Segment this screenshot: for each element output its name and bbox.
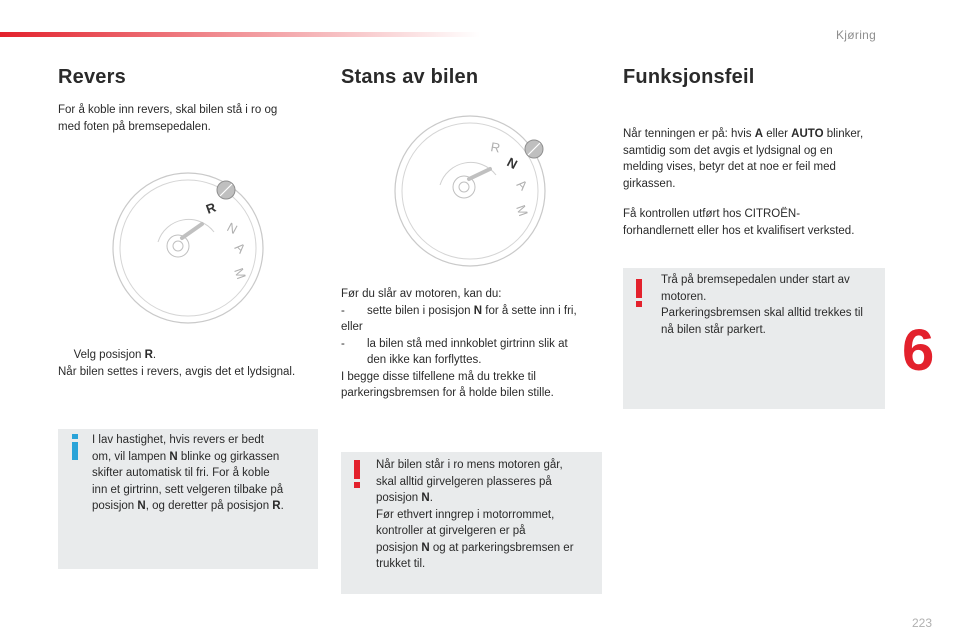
- selector-letter-a: A: [513, 176, 531, 194]
- revers-title: Revers: [58, 66, 126, 88]
- info-note-text: I lav hastighet, hvis revers er bedt om, vil lampen N blinke og girkassen skifter automatisk til fri. For å koble inn et girtrinn, sett velgeren tilbake på posisjon N, og deretter på posisjon R.: [92, 434, 284, 512]
- page-number: 223: [912, 616, 933, 630]
- stans-instructions: Før du slår av motoren, kan du: - sette bilen i posisjon N for å sette inn i fri, eller - la bilen stå med innkoblet girtrinn slik at den ikke kan forflyttes. I begge disse tilfellene må du trekke til parkeringsbremsen for å holde bilen stille.: [341, 288, 577, 399]
- selector-letter-n: N: [504, 154, 520, 173]
- funksjonsfeil-text: Når tenningen er på: hvis A eller AUTO blinker, samtidig som det avgis et lydsignal og en melding vises, betyr det at noe er feil med girkassen. Få kontrollen utført hos CITROËN- forhandlernett eller hos et kvalifisert verksted.: [623, 128, 864, 237]
- warning-note-text-funksjonsfeil: Trå på bremsepedalen under start av motoren. Parkeringsbremsen skal alltid trekkes til nå bilen står parkert.: [661, 274, 863, 336]
- chapter-number: 6: [902, 318, 935, 383]
- warning-icon: [352, 460, 362, 488]
- stans-title: Stans av bilen: [341, 66, 479, 88]
- funksjonsfeil-title: Funksjonsfeil: [623, 66, 755, 88]
- selector-letter-m: M: [231, 265, 249, 282]
- header-accent-bar: [0, 32, 480, 37]
- section-name: Kjøring: [836, 28, 877, 42]
- warning-note-text-stans: Når bilen står i ro mens motoren går, skal alltid girvelgeren plasseres på posisjon N. Før ethvert inngrep i motorrommet, kontroller at girvelgeren er på posisjon N og at parkeringsbremsen er trukket til.: [376, 459, 574, 570]
- info-icon: [70, 434, 80, 460]
- selector-letter-a: A: [231, 239, 249, 257]
- revers-step: Velg posisjon R. Når bilen settes i revers, avgis det et lydsignal.: [58, 349, 296, 378]
- gear-selector-n-illustration: [392, 113, 548, 269]
- gear-selector-r-illustration: [110, 170, 266, 326]
- selector-letter-r: R: [489, 139, 502, 156]
- selector-letter-r: R: [203, 199, 218, 217]
- selector-letter-n: N: [224, 219, 240, 238]
- revers-intro: For å koble inn revers, skal bilen stå i ro og med foten på bremsepedalen.: [58, 104, 278, 133]
- selector-letter-m: M: [513, 202, 531, 219]
- warning-icon: [634, 279, 644, 307]
